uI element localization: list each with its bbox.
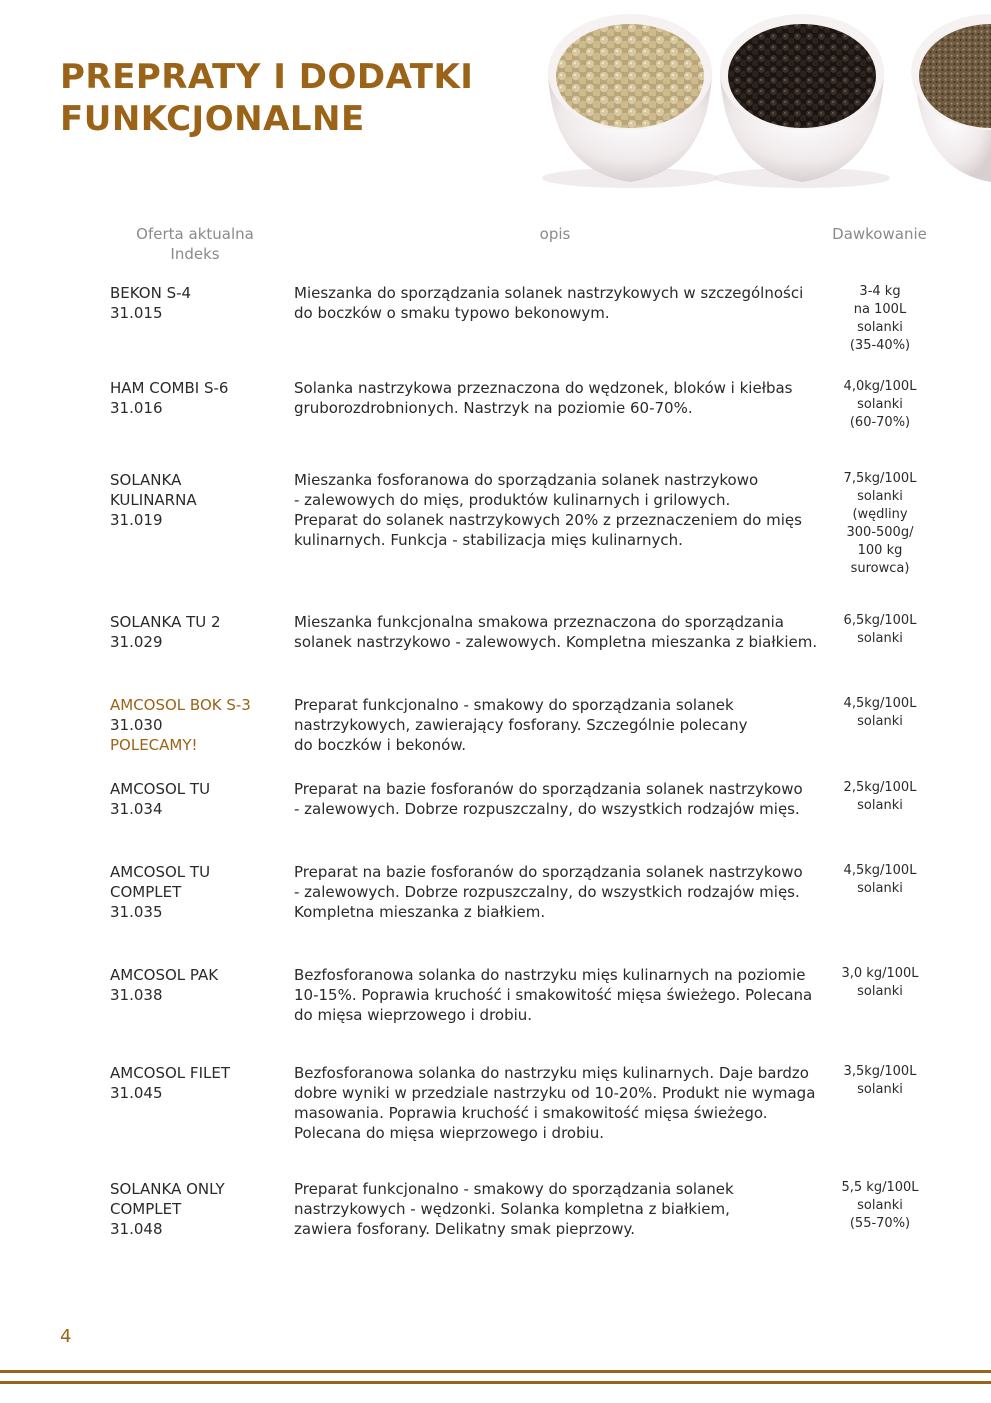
product-dosage [826, 862, 934, 898]
dosage-line: 3-4 kg [859, 284, 901, 299]
dosage-line: 5,5 kg/100L [841, 1180, 919, 1195]
page-title-line-1: PREPRATY I DODATKI [60, 57, 474, 97]
product-description [294, 779, 824, 819]
description-line: Preparat do solanek nastrzykowych 20% z przeznaczeniem do mięs [294, 511, 802, 529]
description-line: nastrzykowych, zawierający fosforany. Szczególnie polecany [294, 716, 748, 734]
dosage-line: 3,5kg/100L [843, 1064, 917, 1079]
dosage-line: solanki [857, 320, 903, 335]
product-name: AMCOSOL FILET [110, 1064, 230, 1082]
description-line: - zalewowych. Dobrze rozpuszczalny, do wszystkich rodzajów mięs. [294, 883, 800, 901]
product-dosage [826, 283, 934, 355]
description-line: Polecana do mięsa wieprzowego i drobiu. [294, 1124, 605, 1142]
product-index: 31.048 [110, 1220, 163, 1238]
product-description [294, 612, 824, 652]
product-code [110, 779, 285, 819]
description-line: Mieszanka fosforanowa do sporządzania solanek nastrzykowo [294, 471, 759, 489]
description-line: solanek nastrzykowo - zalewowych. Kompletna mieszanka z białkiem. [294, 633, 818, 651]
description-line: - zalewowych. Dobrze rozpuszczalny, do wszystkich rodzajów mięs. [294, 800, 800, 818]
dosage-line: solanki [857, 631, 903, 646]
product-name: COMPLET [110, 1200, 182, 1218]
dosage-line: 6,5kg/100L [843, 613, 917, 628]
product-description [294, 470, 824, 550]
dosage-line: solanki [857, 714, 903, 729]
dosage-line: 4,0kg/100L [843, 379, 917, 394]
product-name: COMPLET [110, 883, 182, 901]
product-description [294, 378, 824, 418]
footer-rule-top [0, 1370, 991, 1373]
product-dosage [826, 1063, 934, 1099]
product-code [110, 695, 285, 755]
description-line: kulinarnych. Funkcja - stabilizacja mięs kulinarnych. [294, 531, 683, 549]
product-name: SOLANKA [110, 471, 182, 489]
product-dosage [826, 378, 934, 432]
description-line: gruborozdrobnionych. Nastrzyk na poziomie 60-70%. [294, 399, 693, 417]
column-header-index-line-1: Oferta aktualna [136, 225, 254, 243]
peppercorn-bowls-image [530, 0, 991, 200]
product-dosage [826, 612, 934, 648]
description-line: zawiera fosforany. Delikatny smak pieprzowy. [294, 1220, 635, 1238]
product-index: 31.045 [110, 1084, 163, 1102]
product-description [294, 695, 824, 755]
product-code [110, 378, 285, 418]
page-title-line-2: FUNKCJONALNE [60, 99, 365, 139]
description-line: dobre wyniki w przedziale nastrzyku od 10-20%. Produkt nie wymaga [294, 1084, 816, 1102]
product-dosage [826, 1179, 934, 1233]
dosage-line: 3,0 kg/100L [841, 966, 919, 981]
dosage-line: solanki [857, 984, 903, 999]
product-index: 31.015 [110, 304, 163, 322]
dosage-line: solanki [857, 1198, 903, 1213]
dosage-line: (35-40%) [849, 338, 911, 353]
column-header-index [110, 224, 280, 264]
footer-rule-bottom [0, 1381, 991, 1384]
description-line: Preparat funkcjonalno - smakowy do sporządzania solanek [294, 1180, 734, 1198]
product-dosage [826, 695, 934, 731]
product-description [294, 1063, 824, 1143]
description-line: Preparat funkcjonalno - smakowy do sporządzania solanek [294, 696, 734, 714]
product-name: AMCOSOL TU [110, 863, 211, 881]
description-line: Mieszanka funkcjonalna smakowa przeznaczona do sporządzania [294, 613, 784, 631]
column-header-description: opis [539, 225, 571, 243]
description-line: - zalewowych do mięs, produktów kulinarnych i grilowych. [294, 491, 731, 509]
dosage-line: (55-70%) [849, 1216, 911, 1231]
dosage-line: (wędliny [852, 507, 908, 522]
product-name: AMCOSOL BOK S-3 [110, 696, 251, 714]
dosage-line: 4,5kg/100L [843, 696, 917, 711]
product-dosage [826, 965, 934, 1001]
description-line: Preparat na bazie fosforanów do sporządzania solanek nastrzykowo [294, 780, 803, 798]
product-name: SOLANKA ONLY [110, 1180, 225, 1198]
dosage-line: solanki [857, 397, 903, 412]
column-header-index-line-2: Indeks [170, 245, 220, 263]
product-name: SOLANKA TU 2 [110, 613, 221, 631]
description-line: masowania. Poprawia kruchość i smakowitość mięsa świeżego. [294, 1104, 768, 1122]
dosage-line: (60-70%) [849, 415, 911, 430]
description-line: nastrzykowych - wędzonki. Solanka kompletna z białkiem, [294, 1200, 730, 1218]
page-number: 4 [60, 1326, 72, 1347]
product-description [294, 965, 824, 1025]
page-title [60, 56, 473, 140]
dosage-line: 100 kg [857, 543, 903, 558]
dosage-line: solanki [857, 881, 903, 896]
dosage-line: 2,5kg/100L [843, 780, 917, 795]
description-line: Mieszanka do sporządzania solanek nastrzykowych w szczególności [294, 284, 804, 302]
product-code [110, 612, 285, 652]
product-dosage [826, 779, 934, 815]
product-code [110, 283, 285, 323]
product-index: 31.016 [110, 399, 163, 417]
product-description [294, 1179, 824, 1239]
dosage-line: solanki [857, 489, 903, 504]
product-code [110, 1179, 285, 1239]
description-line: do boczków o smaku typowo bekonowym. [294, 304, 610, 322]
product-name: AMCOSOL PAK [110, 966, 219, 984]
description-line: Kompletna mieszanka z białkiem. [294, 903, 546, 921]
column-header-dosage: Dawkowanie [832, 225, 927, 243]
product-name: BEKON S-4 [110, 284, 192, 302]
product-name: KULINARNA [110, 491, 197, 509]
product-code [110, 470, 285, 530]
product-name: HAM COMBI S-6 [110, 379, 229, 397]
description-line: Bezfosforanowa solanka do nastrzyku mięs kulinarnych na poziomie [294, 966, 806, 984]
product-index: 31.034 [110, 800, 163, 818]
product-index: 31.029 [110, 633, 163, 651]
dosage-line: 4,5kg/100L [843, 863, 917, 878]
description-line: Bezfosforanowa solanka do nastrzyku mięs kulinarnych. Daje bardzo [294, 1064, 809, 1082]
dosage-line: solanki [857, 798, 903, 813]
product-code [110, 965, 285, 1005]
description-line: do mięsa wieprzowego i drobiu. [294, 1006, 533, 1024]
recommended-label: POLECAMY! [110, 736, 198, 754]
dosage-line: surowca) [850, 561, 910, 576]
description-line: do boczków i bekonów. [294, 736, 467, 754]
product-description [294, 283, 824, 323]
product-index: 31.035 [110, 903, 163, 921]
dosage-line: solanki [857, 1082, 903, 1097]
dosage-line: 7,5kg/100L [843, 471, 917, 486]
product-index: 31.030 [110, 716, 163, 734]
description-line: Solanka nastrzykowa przeznaczona do wędzonek, bloków i kiełbas [294, 379, 793, 397]
dosage-line: na 100L [853, 302, 907, 317]
description-line: Preparat na bazie fosforanów do sporządzania solanek nastrzykowo [294, 863, 803, 881]
product-index: 31.019 [110, 511, 163, 529]
dosage-line: 300-500g/ [846, 525, 914, 540]
product-name: AMCOSOL TU [110, 780, 211, 798]
product-index: 31.038 [110, 986, 163, 1004]
product-code [110, 862, 285, 922]
product-dosage [826, 470, 934, 578]
product-description [294, 862, 824, 922]
description-line: 10-15%. Poprawia kruchość i smakowitość mięsa świeżego. Polecana [294, 986, 813, 1004]
product-code [110, 1063, 285, 1103]
